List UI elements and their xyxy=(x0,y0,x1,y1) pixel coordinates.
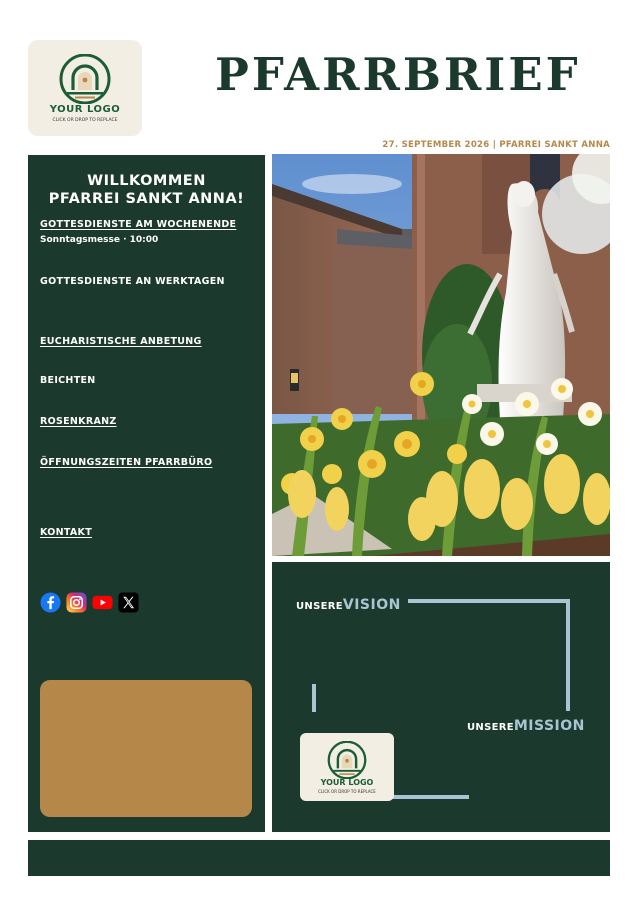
x-icon[interactable] xyxy=(118,592,139,613)
mary-statue-photo xyxy=(272,154,610,556)
sidebar-item-rosary[interactable]: ROSENKRANZ xyxy=(40,416,117,427)
facebook-icon[interactable] xyxy=(40,592,61,613)
welcome-heading xyxy=(28,172,265,208)
vision-mission-panel xyxy=(272,562,610,832)
sidebar-item-contact[interactable]: KONTAKT xyxy=(40,527,92,538)
sunday-mass-time: Sonntagsmesse · 10:00 xyxy=(40,235,159,245)
church-door-logo-icon xyxy=(54,54,116,104)
sidebar-item-adoration[interactable]: EUCHARISTISCHE ANBETUNG xyxy=(40,336,202,347)
sidebar xyxy=(28,155,265,832)
logo-placeholder[interactable] xyxy=(28,40,142,136)
vision-prefix: UNSERE xyxy=(296,601,343,612)
image-placeholder[interactable] xyxy=(40,680,252,817)
youtube-icon[interactable] xyxy=(92,592,113,613)
sidebar-item-confession: BEICHTEN xyxy=(40,375,96,386)
frame-line-bottom xyxy=(392,795,469,799)
frame-line-left xyxy=(312,684,316,712)
logo-title: YOUR LOGO xyxy=(49,104,121,115)
vision-word: VISION xyxy=(342,597,401,613)
frame-line-top xyxy=(408,599,570,603)
sidebar-item-weekend-services[interactable]: GOTTESDIENSTE AM WOCHENENDE xyxy=(40,219,237,230)
frame-line-right xyxy=(566,599,570,711)
logo-subtitle-small: CLICK OR DROP TO REPLACE xyxy=(318,789,376,794)
logo-placeholder-small[interactable] xyxy=(300,733,394,801)
dateline: 27. SEPTEMBER 2026 | PFARREI SANKT ANNA xyxy=(382,140,610,150)
church-door-logo-icon xyxy=(323,741,371,779)
mission-prefix: UNSERE xyxy=(467,722,514,733)
logo-subtitle: CLICK OR DROP TO REPLACE xyxy=(52,118,118,123)
vision-heading xyxy=(296,594,401,613)
page-title: PFARRBRIEF xyxy=(215,48,581,101)
sidebar-item-weekday-services: GOTTESDIENSTE AN WERKTAGEN xyxy=(40,276,225,287)
welcome-line-1: WILLKOMMEN xyxy=(87,173,206,189)
mission-heading xyxy=(467,715,585,734)
logo-title-small: YOUR LOGO xyxy=(320,778,374,787)
welcome-line-2: PFARREI SANKT ANNA! xyxy=(48,191,245,207)
instagram-icon[interactable] xyxy=(66,592,87,613)
footer-bar xyxy=(28,840,610,876)
mission-word: MISSION xyxy=(513,718,585,734)
garden-photo-illustration xyxy=(272,154,610,556)
sidebar-item-office-hours[interactable]: ÖFFNUNGSZEITEN PFARRBÜRO xyxy=(40,457,213,468)
